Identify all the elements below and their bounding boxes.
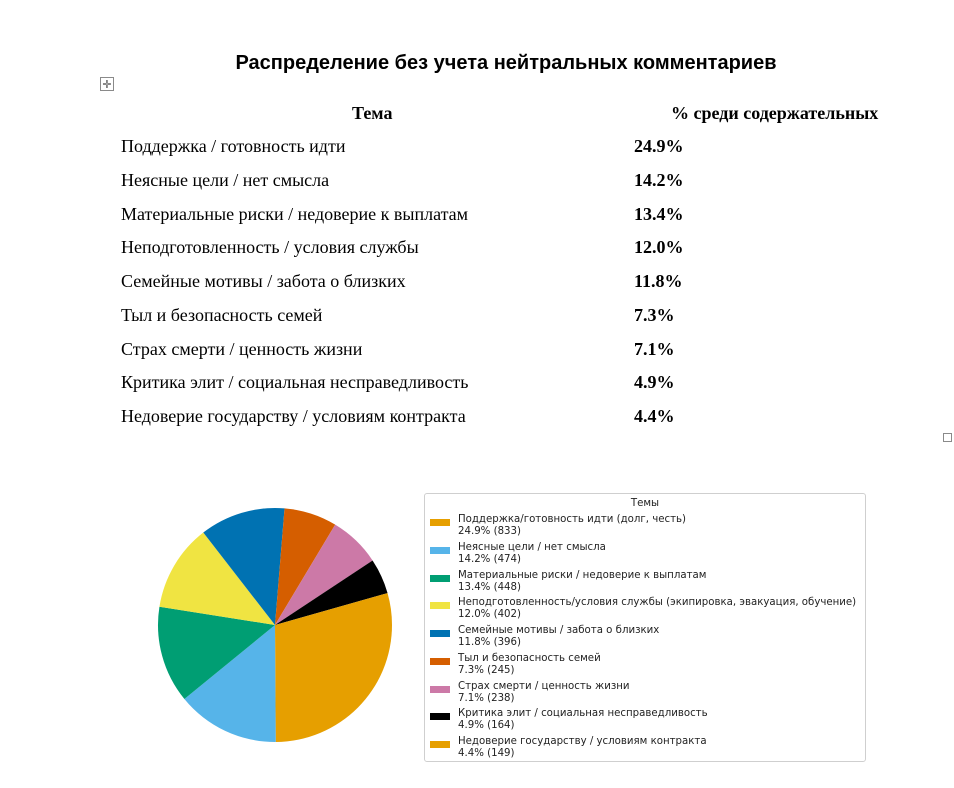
legend-swatch [430,519,450,526]
row-percent: 7.1% [634,339,675,359]
legend-swatch [430,713,450,720]
legend-label: Материальные риски / недоверие к выплатам [458,570,707,581]
row-percent: 4.4% [634,406,675,426]
pie-chart [150,505,400,755]
legend-swatch [430,547,450,554]
legend-value: 4.9% (164) [458,720,515,731]
legend-value: 7.3% (245) [458,665,515,676]
legend-swatch [430,741,450,748]
row-topic: Недоверие государству / условиям контракта [121,406,466,426]
legend-label: Неподготовленность/условия службы (экипировка, эвакуация, обучение) [458,597,857,608]
legend-swatch [430,658,450,665]
row-topic: Неясные цели / нет смысла [121,170,330,190]
pie-slice [275,625,392,742]
document-title: Распределение без учета нейтральных комментариев [235,52,777,74]
legend-label: Недоверие государству / условиям контракта [458,736,707,747]
header-percent: % среди содержательных [671,103,879,123]
header-topic: Тема [352,103,393,123]
row-percent: 7.3% [634,305,675,325]
legend-value: 14.2% (474) [458,554,521,565]
row-topic: Неподготовленность / условия службы [121,237,419,257]
legend-swatch [430,575,450,582]
row-topic: Страх смерти / ценность жизни [121,339,363,359]
row-percent: 13.4% [634,204,684,224]
legend-value: 7.1% (238) [458,693,515,704]
row-percent: 4.9% [634,372,675,392]
row-topic: Поддержка / готовность идти [121,136,346,156]
legend-title: Темы [630,498,660,509]
row-topic: Материальные риски / недоверие к выплатам [121,204,469,224]
legend-label: Тыл и безопасность семей [458,653,601,664]
legend-swatch [430,602,450,609]
table-move-handle-icon[interactable]: ✛ [100,77,114,91]
row-topic: Семейные мотивы / забота о близких [121,271,406,291]
chart-legend [424,493,866,762]
table-resize-handle[interactable] [943,433,952,442]
legend-value: 12.0% (402) [458,609,521,620]
legend-value: 11.8% (396) [458,637,521,648]
row-topic: Критика элит / социальная несправедливость [121,372,469,392]
row-percent: 24.9% [634,136,684,156]
legend-label: Страх смерти / ценность жизни [458,681,630,692]
legend-swatch [430,686,450,693]
legend-value: 24.9% (833) [458,526,521,537]
row-topic: Тыл и безопасность семей [121,305,323,325]
legend-swatch [430,630,450,637]
row-percent: 12.0% [634,237,684,257]
legend-label: Критика элит / социальная несправедливость [458,708,708,719]
row-percent: 11.8% [634,271,683,291]
legend-label: Неясные цели / нет смысла [458,542,606,553]
legend-label: Семейные мотивы / забота о близких [458,625,660,636]
legend-label: Поддержка/готовность идти (долг, честь) [458,514,687,525]
legend-value: 4.4% (149) [458,748,515,759]
legend-value: 13.4% (448) [458,582,521,593]
row-percent: 14.2% [634,170,684,190]
